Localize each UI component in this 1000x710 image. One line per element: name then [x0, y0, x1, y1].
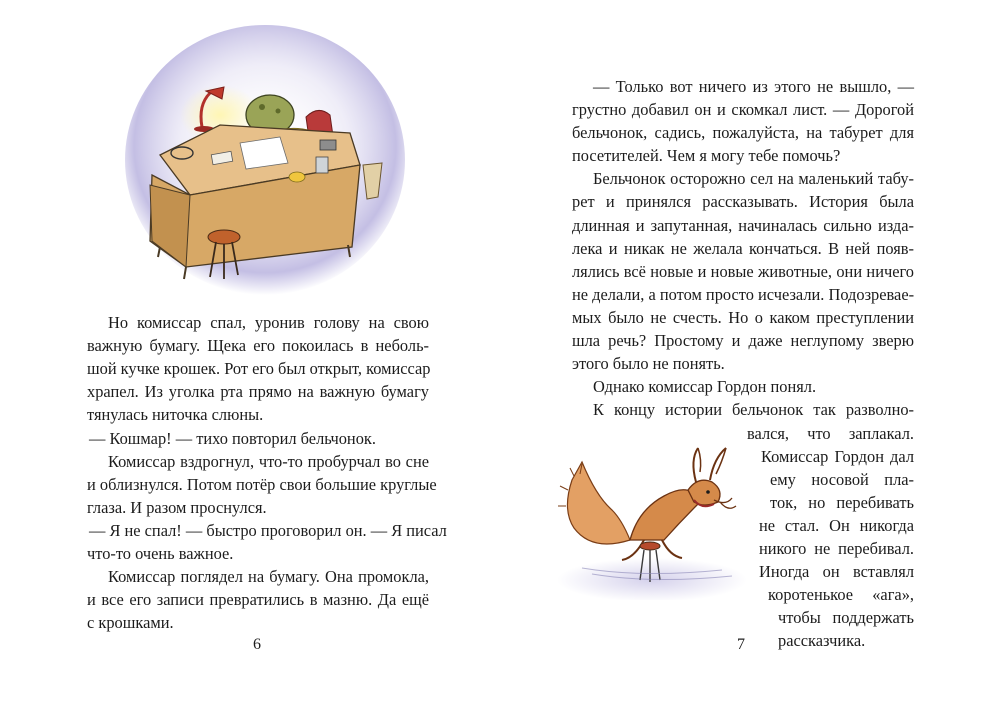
text-line: чтобы поддержать	[778, 608, 914, 628]
text-line: длинная и запутанная, начиналась сильно изда-	[572, 215, 914, 235]
page-number: 6	[253, 636, 261, 653]
text-line: мых было не счесть. Но о каком преступлении	[572, 307, 914, 327]
paragraph	[572, 398, 914, 421]
text-line: рет и принялся рассказывать. История была	[572, 192, 914, 212]
text-line: Однако комиссар Гордон понял.	[593, 377, 817, 397]
squirrel	[622, 448, 736, 560]
text-line: с крошками.	[87, 613, 174, 633]
text-line: и все его записи превратились в мазню. Да ещё	[87, 590, 429, 610]
text-line: не делали, а потом просто исчезали. Подозревае-	[572, 284, 915, 304]
text-line: посетителей. Чем я могу тебе помочь?	[572, 146, 841, 166]
text-line: К концу истории бельчонок так разволно-	[593, 400, 914, 420]
paragraph	[572, 375, 914, 398]
text-line: рассказчика.	[778, 631, 866, 651]
text-line: никого не перебивал.	[759, 538, 914, 558]
text-line: этого было не понять.	[572, 354, 725, 374]
text-line: и облизнулся. Потом потёр свои большие круглые	[87, 474, 437, 494]
text-line: глаза. И разом проснулся.	[87, 497, 267, 517]
text-line: вался, что заплакал.	[747, 423, 914, 443]
text-line: — Я не спал! — быстро проговорил он. — Я писал	[89, 520, 447, 540]
wrapped-text-column	[747, 422, 914, 653]
paragraph	[572, 75, 914, 167]
text-line: не стал. Он никогда	[759, 515, 914, 535]
text-line: Иногда он вставлял	[759, 562, 914, 582]
text-line: храпел. Из уголка рта прямо на важную бумагу	[87, 382, 429, 402]
paragraph	[87, 427, 429, 450]
text-line: Но комиссар спал, уронив голову на свою	[108, 313, 429, 332]
paragraph	[87, 450, 437, 519]
text-line: — Только вот ничего из этого не вышло, —	[593, 77, 914, 96]
text-line: грустно добавил он и скомкал лист. — Дорогой	[572, 100, 914, 120]
paragraph	[87, 565, 429, 634]
squirrel-tail	[558, 462, 630, 544]
text-line: бельчонок, садись, пожалуйста, на табурет для	[572, 123, 914, 143]
text-line: коротенькое «ага»,	[768, 585, 914, 605]
sleeping-commissar-illustration	[120, 25, 410, 305]
text-line: шла речь? Простому и даже неглупому зверю	[572, 331, 914, 351]
text-line: ток, но перебивать	[770, 492, 914, 512]
text-line: — Кошмар! — тихо повторил бельчонок.	[89, 428, 376, 448]
text-line: лялись всё новые и новые животные, они ничего	[572, 261, 914, 281]
paragraph	[87, 311, 429, 426]
text-line: ему носовой пла-	[770, 469, 914, 489]
text-line: Комиссар Гордон дал	[761, 446, 914, 466]
paragraph	[87, 519, 447, 565]
squirrel-on-stool-illustration	[552, 440, 762, 600]
text-line: что-то очень важное.	[87, 543, 234, 563]
text-line: Комиссар вздрогнул, что-то пробурчал во сне	[108, 451, 429, 471]
page-number: 7	[737, 636, 745, 653]
text-line: Бельчонок осторожно сел на маленький табу-	[593, 169, 914, 189]
text-line: лека и никак не желала кончаться. В ней появ-	[572, 238, 914, 258]
text-line: важную бумагу. Щека его покоилась в неболь-	[87, 336, 429, 356]
text-line: шой кучке крошек. Рот его был открыт, комиссар	[87, 359, 431, 379]
text-line: тянулась ниточка слюны.	[87, 405, 264, 425]
text-line: Комиссар поглядел на бумагу. Она промокла,	[108, 567, 429, 587]
paragraph	[572, 167, 914, 375]
